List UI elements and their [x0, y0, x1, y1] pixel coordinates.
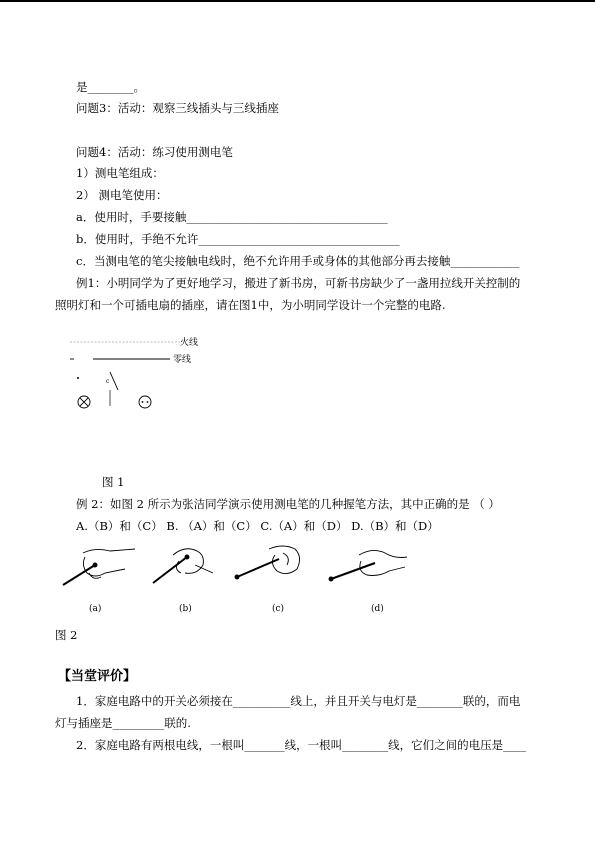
lamp-icon: [78, 396, 90, 408]
evaluation-1-line-2: 灯与插座是_________联的.: [55, 716, 191, 730]
grip-c-drawing: [235, 546, 300, 579]
pen-usage: 2） 测电笔使用：: [76, 188, 168, 202]
section-heading: 【当堂评价】: [58, 669, 137, 684]
top-border: [0, 0, 595, 2]
neutral-wire-label: 零线: [173, 355, 192, 365]
usage-c: c．当测电笔的笔尖接触电线时，绝不允许用手或身体的其他部分再去接触____________: [76, 254, 520, 268]
example-1-line-2: 照明灯和一个可插电扇的插座，请在图1中，为小明同学设计一个完整的电路.: [55, 298, 446, 312]
caption-c: (c): [272, 604, 285, 614]
evaluation-1-line-1: 1．家庭电路中的开关必须接在__________线上，并且开关与电灯是________联的，而电: [76, 694, 521, 708]
figure-2-caption: 图 2: [55, 628, 78, 642]
example-2-options: A.（B）和（C） B. （A）和（C） C.（A）和（D） D.（B）和（D）: [76, 519, 439, 533]
figure-1-circuit: [60, 330, 300, 420]
pull-switch: [110, 372, 118, 390]
pen-composition: 1）测电笔组成：: [76, 166, 164, 180]
text-line-1: 是________。: [76, 80, 145, 94]
question-4: 问题4：活动：练习使用测电笔: [76, 145, 233, 159]
grip-d-drawing: [329, 550, 407, 581]
grip-b-drawing: [153, 549, 213, 583]
question-3: 问题3：活动：观察三线插头与三线插座: [76, 101, 279, 115]
usage-b: b．使用时，手绝不允许___________________________________: [76, 232, 400, 246]
figure-2-pen-grips: [55, 543, 415, 618]
live-wire-label: 火线: [180, 338, 199, 348]
caption-d: (d): [371, 604, 384, 614]
caption-b: (b): [179, 604, 192, 614]
terminal-dot: [77, 377, 79, 379]
grip-a-drawing: [63, 549, 135, 585]
evaluation-2: 2．家庭电路有两根电线，一根叫_______线，一根叫________线，它们之间的电压是____: [76, 738, 527, 752]
socket-icon: [139, 396, 151, 408]
caption-a: (a): [89, 604, 102, 614]
usage-a: a．使用时，手要接触___________________________________: [76, 210, 388, 224]
switch-label: c: [106, 378, 110, 385]
figure-1-caption: 图 1: [102, 475, 125, 489]
example-1-line-1: 例1：小明同学为了更好地学习，搬进了新书房，可新书房缺少了一盏用拉线开关控制的: [76, 276, 521, 290]
example-2-question: 例 2：如图 2 所示为张洁同学演示使用测电笔的几种握笔方法，其中正确的是 （ ）: [76, 497, 500, 511]
